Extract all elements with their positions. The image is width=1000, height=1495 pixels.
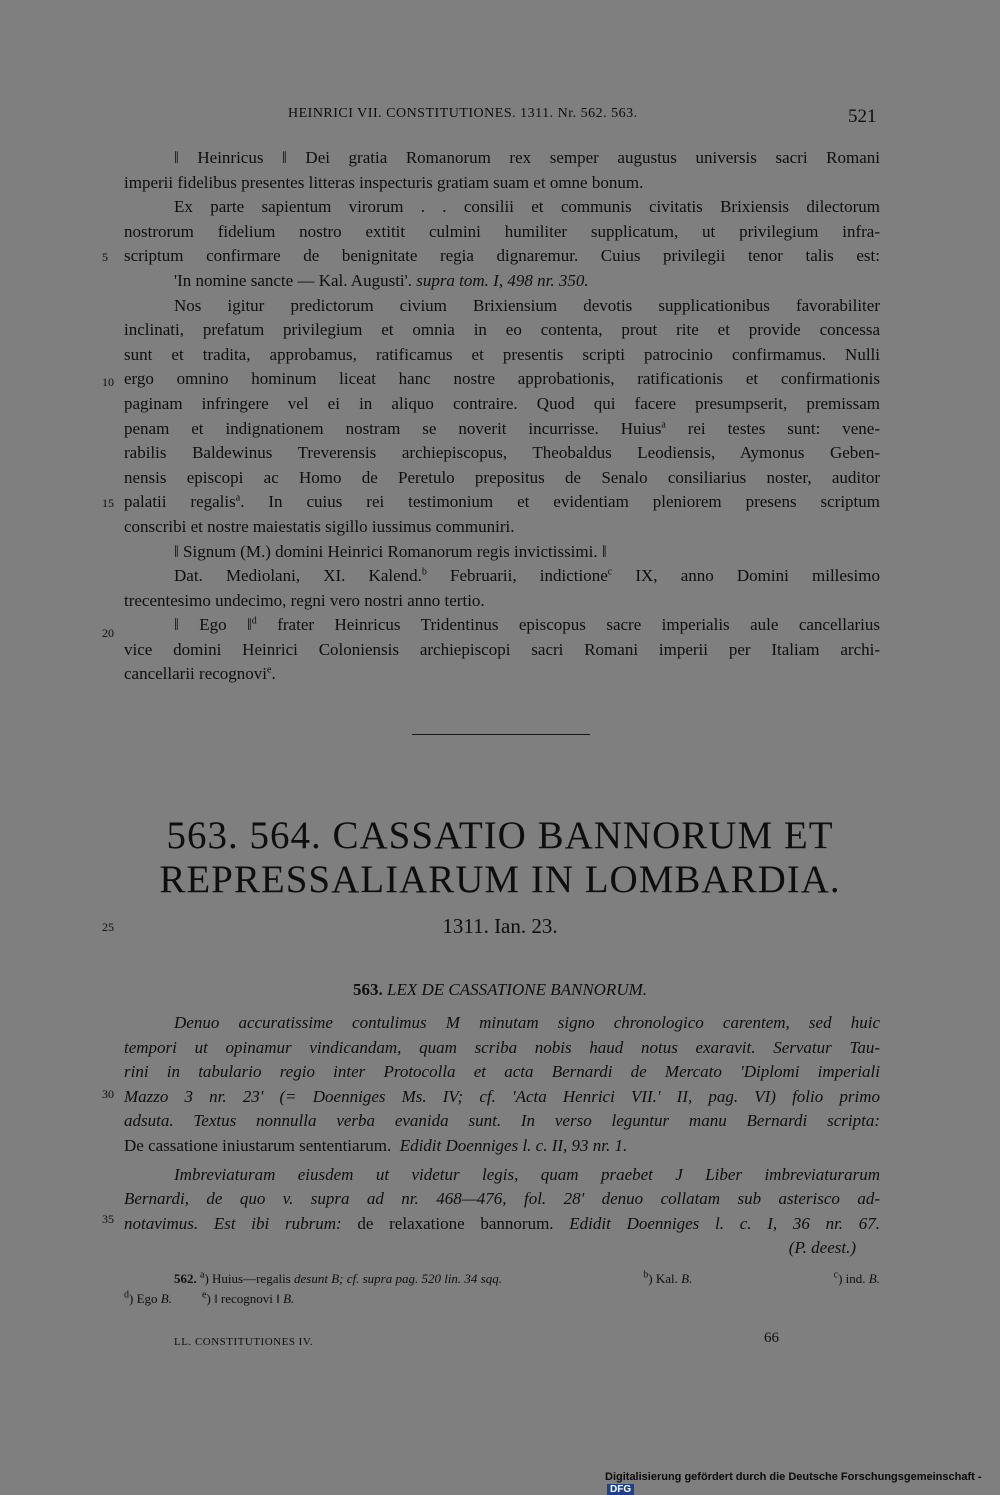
footnote-source: B. <box>681 1271 693 1286</box>
text-line <box>124 490 880 515</box>
document-563-commentary <box>124 1011 880 1261</box>
section-title-line-1: 563. 564. CASSATIO BANNORUM ET <box>166 814 834 857</box>
line-number: 10 <box>102 375 114 389</box>
text-line: tempori ut opinamur vindicandam, quam scriba nobis haud notus exaravit. Servatur Tau- <box>124 1037 880 1057</box>
line-number: 25 <box>102 920 114 934</box>
text-segment: IX, anno Domini millesimo <box>612 566 880 586</box>
line-number: 35 <box>102 1212 114 1226</box>
footnote-text: ) Huius—regalis <box>204 1271 291 1286</box>
incipit: 'In nomine sancte — Kal. Augusti'. <box>174 270 412 290</box>
text-line <box>124 417 880 442</box>
heading-number: 563. <box>352 980 383 999</box>
footnote-source: B. <box>868 1271 880 1286</box>
footnote-mark: c <box>607 566 613 578</box>
dating-line <box>124 564 880 589</box>
recognition-line <box>124 613 880 638</box>
footnote-text: ) ind. <box>838 1271 866 1286</box>
footnote-text: desunt B; cf. supra pag. 520 lin. 34 sqq. <box>294 1271 502 1286</box>
line-number: 5 <box>102 250 108 264</box>
footnote-mark: b <box>643 1269 649 1281</box>
line-number: 15 <box>102 496 114 510</box>
text-line <box>124 1134 880 1159</box>
signum-line: ‖ Signum (M.) domini Heinrici Romanorum regis invictissimi. ‖ <box>174 541 607 561</box>
series-footer: LL. CONSTITUTIONES IV. <box>174 1336 314 1348</box>
footnote-mark: a <box>200 1269 205 1281</box>
text-segment: ‖ Ego ‖ <box>174 615 252 635</box>
text-line: inclinati, prefatum privilegium et omnia in eo contenta, prout rite et provide concessa <box>124 320 880 340</box>
section-divider <box>412 734 590 735</box>
text-segment: de relaxatione bannorum. <box>357 1213 554 1233</box>
footnote-mark: d <box>124 1289 129 1301</box>
text-line: Nos igitur predictorum civium Brixiensium devotis supplicationibus favorabiliter <box>174 295 880 315</box>
document-563-heading <box>0 980 1000 1000</box>
text-segment: palatii regalis <box>124 492 236 512</box>
text-line: ‖ Heinricus ‖ Dei gratia Romanorum rex semper augustus universis sacri Romani <box>174 148 880 167</box>
footnote-mark: a <box>235 492 241 504</box>
text-line <box>124 662 880 687</box>
text-line: (P. deest.) <box>788 1238 856 1258</box>
reference: supra tom. I, 498 nr. 350. <box>416 270 589 290</box>
funding-banner <box>605 1471 1000 1495</box>
footnote-mark: d <box>251 615 257 627</box>
text-segment: Februarii, indictione <box>426 566 608 586</box>
text-segment: Dat. Mediolani, XI. Kalend. <box>174 566 422 586</box>
footnote-text: ) Kal. <box>648 1271 678 1286</box>
text-line <box>124 269 880 294</box>
text-line <box>124 1212 880 1237</box>
footnote-group <box>202 1289 294 1309</box>
text-line: rini in tabulario regio inter Protocolla et acta Bernardi de Mercato 'Diplomi imperiali <box>124 1062 880 1082</box>
text-line: trecentesimo undecimo, regni vero nostri anno tertio. <box>124 590 485 610</box>
footnote-doc-number: 562. <box>174 1271 197 1286</box>
text-line: sunt et tradita, approbamus, ratificamus et presentis scripti patrocinio confirmamus. Nulli <box>124 344 880 364</box>
text-segment: penam et indignationem nostram se noverit incurrisse. Huius <box>124 418 662 438</box>
text-line: Denuo accuratissime contulimus M minutam signo chronologico carentem, sed huic <box>174 1013 880 1032</box>
text-line: paginam infringere vel ei in aliquo contraire. Quod qui facere presumpserit, premissam <box>124 393 880 413</box>
page-number: 521 <box>848 106 877 127</box>
heading-title: LEX DE CASSATIONE BANNORUM. <box>386 980 648 999</box>
footnote-row <box>124 1289 880 1309</box>
footnote-text: ) ‖ recognovi ‖ <box>206 1291 280 1306</box>
text-line: Mazzo 3 nr. 23' (= Doenniges Ms. IV; cf. 'Acta Henrici VII.' II, pag. VI) folio primo <box>124 1086 880 1106</box>
text-segment: De cassatione iniustarum sententiarum. <box>124 1135 392 1155</box>
text-segment: . <box>271 664 276 684</box>
text-line: ergo omnino hominum liceat hanc nostre approbationis, ratificationis et confirmationis <box>124 369 880 389</box>
footnote-row <box>124 1269 880 1289</box>
text-line: Bernardi, de quo v. supra ad nr. 468—476, fol. 28' denuo collatam sub asterisco ad- <box>124 1189 880 1209</box>
text-line: conscribi et nostre maiestatis sigillo iussimus communiri. <box>124 516 515 536</box>
text-segment: cancellarii recognovi <box>124 664 268 684</box>
section-title-line-2: REPRESSALIARUM IN LOMBARDIA. <box>159 858 841 901</box>
line-number: 30 <box>102 1087 114 1101</box>
running-header: HEINRICI VII. CONSTITUTIONES. 1311. Nr. 562. 563. <box>288 106 638 121</box>
footnote-mark: e <box>201 1289 207 1301</box>
dfg-logo: DFG <box>607 1484 634 1495</box>
text-line: nensis episcopi ac Homo de Peretulo prepositus de Senalo consiliarius noster, auditor <box>124 467 880 487</box>
footnote-source: B. <box>283 1291 295 1306</box>
footnote-group <box>643 1269 692 1289</box>
banner-text: Digitalisierung gefördert durch die Deutsche Forschungsgemeinschaft - <box>605 1471 982 1483</box>
text-segment: Edidit Doenniges l. c. I, 36 nr. 67. <box>569 1213 881 1233</box>
footnote-mark: b <box>421 566 427 578</box>
section-date: 1311. Ian. 23. <box>442 914 558 938</box>
text-segment: notavimus. Est ibi rubrum: <box>124 1213 342 1233</box>
footnote-text: ) Ego <box>129 1291 158 1306</box>
document-562-text <box>124 146 880 687</box>
footnote-group <box>124 1269 502 1289</box>
footnote-group <box>124 1289 172 1309</box>
text-line: vice domini Heinrici Coloniensis archiepiscopi sacri Romani imperii per Italiam archi- <box>124 639 880 659</box>
line-number: 20 <box>102 626 114 640</box>
footnotes <box>124 1269 880 1309</box>
sheet-number: 66 <box>764 1330 779 1346</box>
text-segment: . In cuius rei testimonium et evidentiam pleniorem presens scriptum <box>240 492 880 512</box>
footnote-mark: a <box>661 418 666 430</box>
footnote-mark: e <box>267 664 272 676</box>
footnote-source: B. <box>160 1291 172 1306</box>
text-line: Ex parte sapientum virorum . . consilii et communis civitatis Brixiensis dilectorum <box>174 197 880 217</box>
footnote-mark: c <box>833 1269 839 1281</box>
text-line: nostrorum fidelium nostro extitit culmini humiliter supplicatum, ut privilegium infra- <box>124 221 880 241</box>
text-segment: frater Heinricus Tridentinus episcopus sacre imperialis aule cancellarius <box>256 615 880 635</box>
text-line: imperii fidelibus presentes litteras inspecturis gratiam suam et omne bonum. <box>124 172 644 192</box>
text-line: adsuta. Textus nonnulla verba evanida sunt. In verso leguntur manu Bernardi scripta: <box>124 1111 880 1131</box>
text-line: scriptum confirmare de benignitate regia dignaremur. Cuius privilegii tenor talis est: <box>124 246 880 266</box>
text-segment: rei testes sunt: vene- <box>665 418 881 438</box>
text-line: rabilis Baldewinus Treverensis archiepiscopus, Theobaldus Leodiensis, Aymonus Geben- <box>124 443 880 463</box>
text-segment: Edidit Doenniges l. c. II, 93 nr. 1. <box>399 1135 628 1155</box>
text-line: Imbreviaturam eiusdem ut videtur legis, quam praebet J Liber imbreviaturarum <box>174 1164 880 1184</box>
footnote-group <box>834 1269 880 1289</box>
